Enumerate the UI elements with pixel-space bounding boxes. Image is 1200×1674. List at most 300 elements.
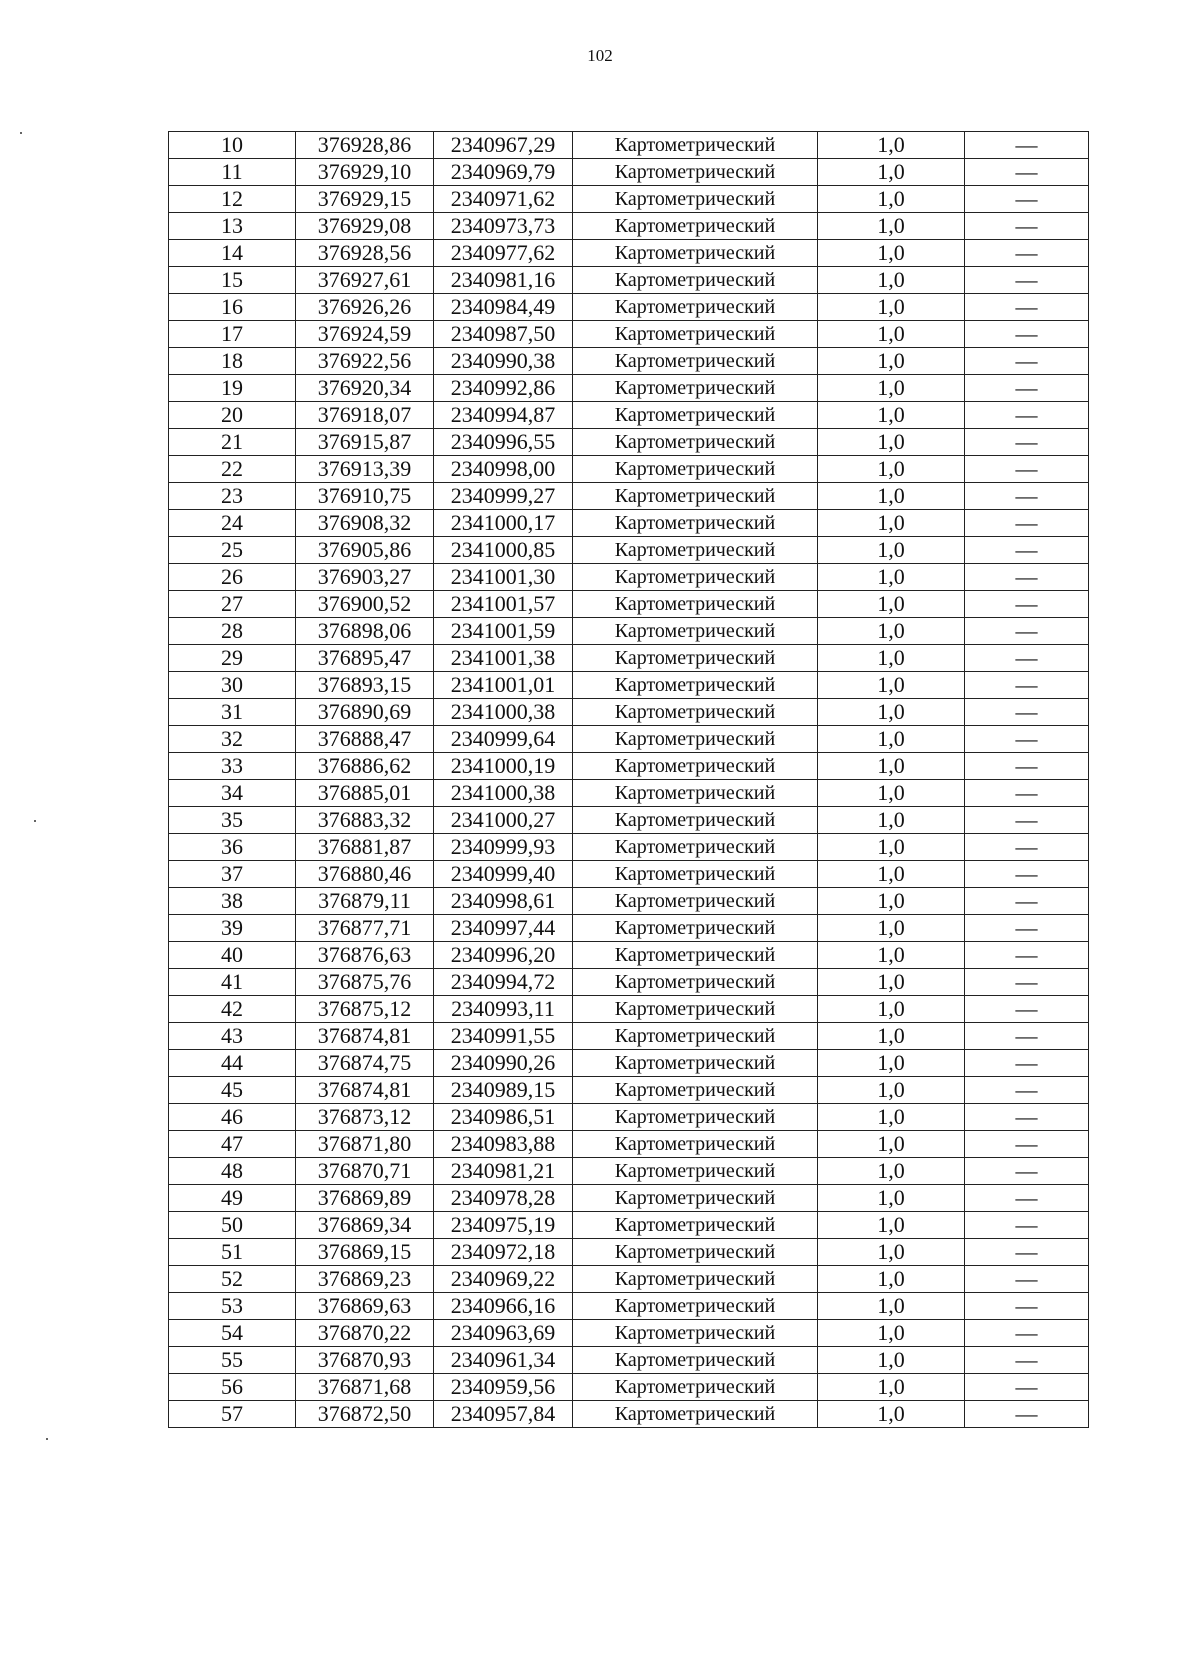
y-coordinate-cell: 2341001,30 [434,564,573,591]
description-cell: — [965,1050,1089,1077]
x-coordinate-cell: 376874,81 [296,1077,434,1104]
scan-speck [20,132,22,134]
x-coordinate-cell: 376893,15 [296,672,434,699]
accuracy-cell: 1,0 [818,996,965,1023]
table-row [169,1374,1089,1401]
description-cell: — [965,1293,1089,1320]
table-row [169,1050,1089,1077]
description-cell: — [965,510,1089,537]
accuracy-cell: 1,0 [818,1050,965,1077]
x-coordinate-cell: 376872,50 [296,1401,434,1428]
accuracy-cell: 1,0 [818,1212,965,1239]
x-coordinate-cell: 376890,69 [296,699,434,726]
point-number-cell: 20 [169,402,296,429]
method-cell: Картометрический [573,834,818,861]
table-row [169,618,1089,645]
x-coordinate-cell: 376895,47 [296,645,434,672]
point-number-cell: 55 [169,1347,296,1374]
method-cell: Картометрический [573,186,818,213]
accuracy-cell: 1,0 [818,1293,965,1320]
y-coordinate-cell: 2340957,84 [434,1401,573,1428]
method-cell: Картометрический [573,780,818,807]
description-cell: — [965,1212,1089,1239]
description-cell: — [965,483,1089,510]
y-coordinate-cell: 2340969,79 [434,159,573,186]
method-cell: Картометрический [573,1131,818,1158]
y-coordinate-cell: 2340961,34 [434,1347,573,1374]
table-row [169,1158,1089,1185]
y-coordinate-cell: 2341000,38 [434,699,573,726]
table-row [169,1131,1089,1158]
accuracy-cell: 1,0 [818,969,965,996]
point-number-cell: 10 [169,132,296,159]
table-row [169,186,1089,213]
accuracy-cell: 1,0 [818,1158,965,1185]
description-cell: — [965,537,1089,564]
table-row [169,726,1089,753]
x-coordinate-cell: 376929,15 [296,186,434,213]
x-coordinate-cell: 376869,15 [296,1239,434,1266]
accuracy-cell: 1,0 [818,402,965,429]
page-number: 102 [587,46,613,65]
point-number-cell: 38 [169,888,296,915]
x-coordinate-cell: 376929,08 [296,213,434,240]
x-coordinate-cell: 376885,01 [296,780,434,807]
method-cell: Картометрический [573,1158,818,1185]
table-row [169,699,1089,726]
accuracy-cell: 1,0 [818,456,965,483]
method-cell: Картометрический [573,672,818,699]
accuracy-cell: 1,0 [818,1131,965,1158]
point-number-cell: 57 [169,1401,296,1428]
accuracy-cell: 1,0 [818,915,965,942]
y-coordinate-cell: 2341000,19 [434,753,573,780]
x-coordinate-cell: 376908,32 [296,510,434,537]
x-coordinate-cell: 376873,12 [296,1104,434,1131]
table-row [169,348,1089,375]
point-number-cell: 49 [169,1185,296,1212]
y-coordinate-cell: 2341001,01 [434,672,573,699]
table-row [169,294,1089,321]
y-coordinate-cell: 2340981,16 [434,267,573,294]
accuracy-cell: 1,0 [818,861,965,888]
accuracy-cell: 1,0 [818,348,965,375]
method-cell: Картометрический [573,564,818,591]
point-number-cell: 24 [169,510,296,537]
point-number-cell: 17 [169,321,296,348]
table-row [169,996,1089,1023]
x-coordinate-cell: 376870,71 [296,1158,434,1185]
method-cell: Картометрический [573,888,818,915]
y-coordinate-cell: 2341001,59 [434,618,573,645]
method-cell: Картометрический [573,537,818,564]
table-row [169,213,1089,240]
method-cell: Картометрический [573,1077,818,1104]
description-cell: — [965,699,1089,726]
accuracy-cell: 1,0 [818,834,965,861]
table-row [169,591,1089,618]
y-coordinate-cell: 2340999,64 [434,726,573,753]
x-coordinate-cell: 376900,52 [296,591,434,618]
table-row [169,240,1089,267]
description-cell: — [965,1320,1089,1347]
method-cell: Картометрический [573,1185,818,1212]
table-row [169,483,1089,510]
table-row [169,861,1089,888]
table-row [169,780,1089,807]
point-number-cell: 37 [169,861,296,888]
point-number-cell: 54 [169,1320,296,1347]
x-coordinate-cell: 376869,23 [296,1266,434,1293]
point-number-cell: 51 [169,1239,296,1266]
accuracy-cell: 1,0 [818,537,965,564]
description-cell: — [965,888,1089,915]
x-coordinate-cell: 376929,10 [296,159,434,186]
scan-speck [34,820,36,822]
accuracy-cell: 1,0 [818,294,965,321]
point-number-cell: 28 [169,618,296,645]
description-cell: — [965,132,1089,159]
method-cell: Картометрический [573,1401,818,1428]
table-row [169,267,1089,294]
table-row [169,537,1089,564]
point-number-cell: 47 [169,1131,296,1158]
point-number-cell: 11 [169,159,296,186]
accuracy-cell: 1,0 [818,267,965,294]
description-cell: — [965,834,1089,861]
point-number-cell: 53 [169,1293,296,1320]
x-coordinate-cell: 376918,07 [296,402,434,429]
y-coordinate-cell: 2341001,57 [434,591,573,618]
x-coordinate-cell: 376928,86 [296,132,434,159]
method-cell: Картометрический [573,348,818,375]
x-coordinate-cell: 376869,34 [296,1212,434,1239]
method-cell: Картометрический [573,1023,818,1050]
description-cell: — [965,618,1089,645]
accuracy-cell: 1,0 [818,321,965,348]
x-coordinate-cell: 376877,71 [296,915,434,942]
point-number-cell: 50 [169,1212,296,1239]
accuracy-cell: 1,0 [818,1266,965,1293]
y-coordinate-cell: 2340994,87 [434,402,573,429]
table-row [169,1266,1089,1293]
method-cell: Картометрический [573,483,818,510]
description-cell: — [965,780,1089,807]
accuracy-cell: 1,0 [818,780,965,807]
y-coordinate-cell: 2340996,20 [434,942,573,969]
point-number-cell: 40 [169,942,296,969]
x-coordinate-cell: 376903,27 [296,564,434,591]
accuracy-cell: 1,0 [818,753,965,780]
y-coordinate-cell: 2340999,40 [434,861,573,888]
x-coordinate-cell: 376913,39 [296,456,434,483]
point-number-cell: 52 [169,1266,296,1293]
description-cell: — [965,645,1089,672]
accuracy-cell: 1,0 [818,132,965,159]
y-coordinate-cell: 2340994,72 [434,969,573,996]
y-coordinate-cell: 2340971,62 [434,186,573,213]
coordinates-table-body [169,132,1089,1428]
y-coordinate-cell: 2340986,51 [434,1104,573,1131]
y-coordinate-cell: 2340998,00 [434,456,573,483]
y-coordinate-cell: 2340993,11 [434,996,573,1023]
point-number-cell: 36 [169,834,296,861]
accuracy-cell: 1,0 [818,564,965,591]
description-cell: — [965,942,1089,969]
y-coordinate-cell: 2340992,86 [434,375,573,402]
x-coordinate-cell: 376910,75 [296,483,434,510]
description-cell: — [965,1266,1089,1293]
method-cell: Картометрический [573,510,818,537]
description-cell: — [965,1077,1089,1104]
table-row [169,564,1089,591]
method-cell: Картометрический [573,321,818,348]
point-number-cell: 26 [169,564,296,591]
description-cell: — [965,564,1089,591]
y-coordinate-cell: 2341001,38 [434,645,573,672]
point-number-cell: 46 [169,1104,296,1131]
accuracy-cell: 1,0 [818,1239,965,1266]
point-number-cell: 18 [169,348,296,375]
x-coordinate-cell: 376875,76 [296,969,434,996]
table-row [169,1401,1089,1428]
table-row [169,429,1089,456]
table-row [169,969,1089,996]
accuracy-cell: 1,0 [818,888,965,915]
x-coordinate-cell: 376869,63 [296,1293,434,1320]
accuracy-cell: 1,0 [818,240,965,267]
x-coordinate-cell: 376869,89 [296,1185,434,1212]
method-cell: Картометрический [573,726,818,753]
table-row [169,1239,1089,1266]
table-row [169,645,1089,672]
point-number-cell: 19 [169,375,296,402]
point-number-cell: 44 [169,1050,296,1077]
method-cell: Картометрический [573,861,818,888]
x-coordinate-cell: 376898,06 [296,618,434,645]
description-cell: — [965,1131,1089,1158]
method-cell: Картометрический [573,402,818,429]
method-cell: Картометрический [573,1374,818,1401]
y-coordinate-cell: 2340959,56 [434,1374,573,1401]
description-cell: — [965,456,1089,483]
point-number-cell: 25 [169,537,296,564]
x-coordinate-cell: 376928,56 [296,240,434,267]
accuracy-cell: 1,0 [818,375,965,402]
x-coordinate-cell: 376924,59 [296,321,434,348]
table-row [169,942,1089,969]
x-coordinate-cell: 376922,56 [296,348,434,375]
y-coordinate-cell: 2340981,21 [434,1158,573,1185]
method-cell: Картометрический [573,1239,818,1266]
x-coordinate-cell: 376870,22 [296,1320,434,1347]
point-number-cell: 45 [169,1077,296,1104]
y-coordinate-cell: 2340999,93 [434,834,573,861]
method-cell: Картометрический [573,1347,818,1374]
description-cell: — [965,672,1089,699]
method-cell: Картометрический [573,591,818,618]
accuracy-cell: 1,0 [818,699,965,726]
method-cell: Картометрический [573,294,818,321]
y-coordinate-cell: 2340990,26 [434,1050,573,1077]
scan-speck [46,1438,48,1440]
x-coordinate-cell: 376886,62 [296,753,434,780]
point-number-cell: 42 [169,996,296,1023]
x-coordinate-cell: 376879,11 [296,888,434,915]
description-cell: — [965,1104,1089,1131]
y-coordinate-cell: 2340977,62 [434,240,573,267]
y-coordinate-cell: 2340999,27 [434,483,573,510]
coordinates-table [168,131,1089,1428]
point-number-cell: 31 [169,699,296,726]
y-coordinate-cell: 2340972,18 [434,1239,573,1266]
x-coordinate-cell: 376876,63 [296,942,434,969]
table-row [169,1293,1089,1320]
description-cell: — [965,861,1089,888]
y-coordinate-cell: 2340997,44 [434,915,573,942]
description-cell: — [965,321,1089,348]
accuracy-cell: 1,0 [818,1104,965,1131]
point-number-cell: 12 [169,186,296,213]
description-cell: — [965,186,1089,213]
point-number-cell: 32 [169,726,296,753]
method-cell: Картометрический [573,159,818,186]
y-coordinate-cell: 2340984,49 [434,294,573,321]
accuracy-cell: 1,0 [818,942,965,969]
method-cell: Картометрический [573,969,818,996]
accuracy-cell: 1,0 [818,429,965,456]
table-row [169,1212,1089,1239]
accuracy-cell: 1,0 [818,186,965,213]
method-cell: Картометрический [573,1320,818,1347]
point-number-cell: 29 [169,645,296,672]
method-cell: Картометрический [573,1050,818,1077]
method-cell: Картометрический [573,699,818,726]
x-coordinate-cell: 376915,87 [296,429,434,456]
x-coordinate-cell: 376871,80 [296,1131,434,1158]
table-row [169,834,1089,861]
y-coordinate-cell: 2340989,15 [434,1077,573,1104]
accuracy-cell: 1,0 [818,618,965,645]
x-coordinate-cell: 376883,32 [296,807,434,834]
description-cell: — [965,402,1089,429]
table-row [169,402,1089,429]
point-number-cell: 33 [169,753,296,780]
table-row [169,456,1089,483]
y-coordinate-cell: 2340973,73 [434,213,573,240]
y-coordinate-cell: 2340969,22 [434,1266,573,1293]
y-coordinate-cell: 2341000,27 [434,807,573,834]
y-coordinate-cell: 2340967,29 [434,132,573,159]
table-row [169,321,1089,348]
description-cell: — [965,375,1089,402]
accuracy-cell: 1,0 [818,1185,965,1212]
x-coordinate-cell: 376927,61 [296,267,434,294]
point-number-cell: 39 [169,915,296,942]
description-cell: — [965,1185,1089,1212]
description-cell: — [965,807,1089,834]
table-row [169,375,1089,402]
accuracy-cell: 1,0 [818,1374,965,1401]
table-row [169,1185,1089,1212]
description-cell: — [965,915,1089,942]
point-number-cell: 30 [169,672,296,699]
description-cell: — [965,213,1089,240]
method-cell: Картометрический [573,915,818,942]
description-cell: — [965,969,1089,996]
x-coordinate-cell: 376874,81 [296,1023,434,1050]
method-cell: Картометрический [573,267,818,294]
description-cell: — [965,996,1089,1023]
x-coordinate-cell: 376888,47 [296,726,434,753]
point-number-cell: 22 [169,456,296,483]
description-cell: — [965,1239,1089,1266]
point-number-cell: 23 [169,483,296,510]
method-cell: Картометрический [573,240,818,267]
table-row [169,510,1089,537]
table-row [169,1104,1089,1131]
y-coordinate-cell: 2340978,28 [434,1185,573,1212]
description-cell: — [965,726,1089,753]
method-cell: Картометрический [573,807,818,834]
point-number-cell: 56 [169,1374,296,1401]
accuracy-cell: 1,0 [818,1347,965,1374]
table-row [169,1320,1089,1347]
table-row [169,807,1089,834]
description-cell: — [965,753,1089,780]
accuracy-cell: 1,0 [818,1320,965,1347]
description-cell: — [965,591,1089,618]
method-cell: Картометрический [573,996,818,1023]
method-cell: Картометрический [573,213,818,240]
accuracy-cell: 1,0 [818,159,965,186]
y-coordinate-cell: 2340987,50 [434,321,573,348]
point-number-cell: 43 [169,1023,296,1050]
method-cell: Картометрический [573,456,818,483]
y-coordinate-cell: 2341000,17 [434,510,573,537]
x-coordinate-cell: 376926,26 [296,294,434,321]
point-number-cell: 35 [169,807,296,834]
description-cell: — [965,429,1089,456]
point-number-cell: 34 [169,780,296,807]
x-coordinate-cell: 376875,12 [296,996,434,1023]
method-cell: Картометрический [573,942,818,969]
method-cell: Картометрический [573,1266,818,1293]
description-cell: — [965,1374,1089,1401]
accuracy-cell: 1,0 [818,807,965,834]
method-cell: Картометрический [573,429,818,456]
y-coordinate-cell: 2340983,88 [434,1131,573,1158]
table-row [169,888,1089,915]
x-coordinate-cell: 376874,75 [296,1050,434,1077]
y-coordinate-cell: 2340975,19 [434,1212,573,1239]
description-cell: — [965,348,1089,375]
method-cell: Картометрический [573,618,818,645]
accuracy-cell: 1,0 [818,1077,965,1104]
x-coordinate-cell: 376920,34 [296,375,434,402]
accuracy-cell: 1,0 [818,483,965,510]
table-row [169,753,1089,780]
method-cell: Картометрический [573,132,818,159]
method-cell: Картометрический [573,753,818,780]
point-number-cell: 27 [169,591,296,618]
description-cell: — [965,1158,1089,1185]
point-number-cell: 41 [169,969,296,996]
y-coordinate-cell: 2340996,55 [434,429,573,456]
description-cell: — [965,1347,1089,1374]
x-coordinate-cell: 376870,93 [296,1347,434,1374]
point-number-cell: 13 [169,213,296,240]
